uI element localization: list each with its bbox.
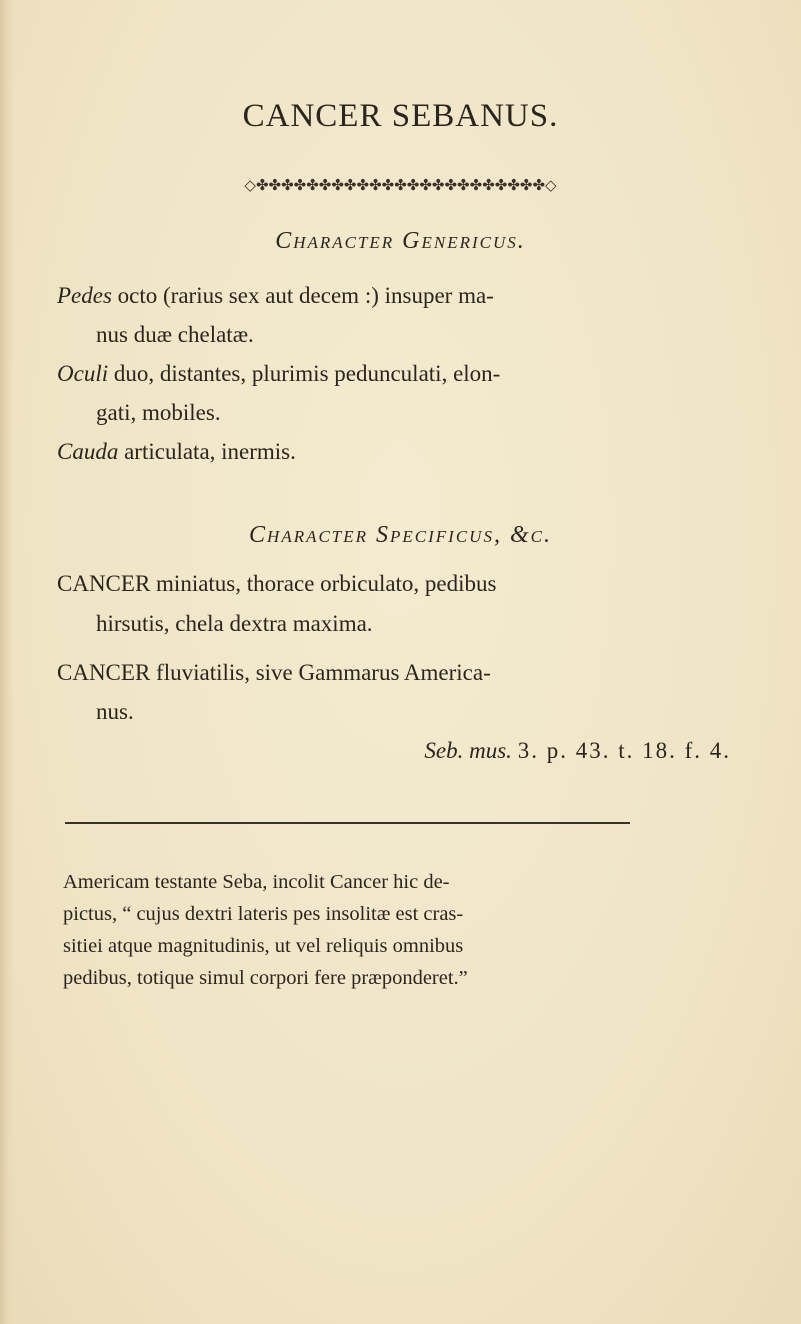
- specific-entry-1-line1: CANCER miniatus, thorace orbiculato, pedibus: [57, 571, 497, 596]
- generic-entry-cauda: [57, 439, 296, 465]
- entry-text: duo, distantes, plurimis pedunculati, elon-: [108, 361, 501, 386]
- specific-entry-2-line2: nus.: [96, 699, 134, 724]
- generic-entry-pedes-cont: nus duæ chelatæ.: [96, 322, 254, 347]
- page-gutter: [0, 0, 14, 1324]
- section-rule: [65, 822, 630, 824]
- description-paragraph: [63, 866, 733, 994]
- generic-entry-pedes: [57, 283, 494, 309]
- generic-heading-text: Character Genericus.: [275, 228, 526, 254]
- generic-entry-oculi: [57, 361, 500, 387]
- generic-entry-oculi-cont: gati, mobiles.: [96, 400, 221, 425]
- specific-entry-1-line2: hirsutis, chela dextra maxima.: [96, 611, 373, 636]
- reference-numbers: 3. p. 43. t. 18. f. 4.: [517, 738, 731, 763]
- term-cauda: Cauda: [57, 439, 119, 464]
- page-title: CANCER SEBANUS.: [242, 98, 559, 134]
- term-oculi: Oculi: [57, 361, 109, 386]
- generic-heading: [0, 228, 801, 255]
- ornamental-divider: ◇✤✤✤✤✤✤✤✤✤✤✤✤✤✤✤✤✤✤✤✤✤✤✤◇: [244, 176, 557, 194]
- paragraph-line: sitiei atque magnitudinis, ut vel reliquis omnibus: [63, 935, 464, 957]
- entry-text: octo (rarius sex aut decem :) insuper ma-: [111, 283, 494, 308]
- paragraph-line: pictus, “ cujus dextri lateris pes insolitæ est cras-: [63, 903, 464, 925]
- specific-entry-2-line1: CANCER fluviatilis, sive Gammarus America-: [57, 660, 491, 685]
- paragraph-line: Americam testante Seba, incolit Cancer hic de-: [63, 871, 450, 893]
- paragraph-line: pedibus, totique simul corpori fere præponderet.”: [63, 967, 468, 989]
- term-pedes: Pedes: [57, 283, 112, 308]
- specific-heading: [0, 522, 801, 549]
- entry-text: articulata, inermis.: [118, 439, 296, 464]
- reference-citation: [424, 738, 731, 764]
- specific-heading-text: Character Specificus, &c.: [249, 522, 552, 548]
- reference-work: Seb. mus.: [424, 738, 512, 763]
